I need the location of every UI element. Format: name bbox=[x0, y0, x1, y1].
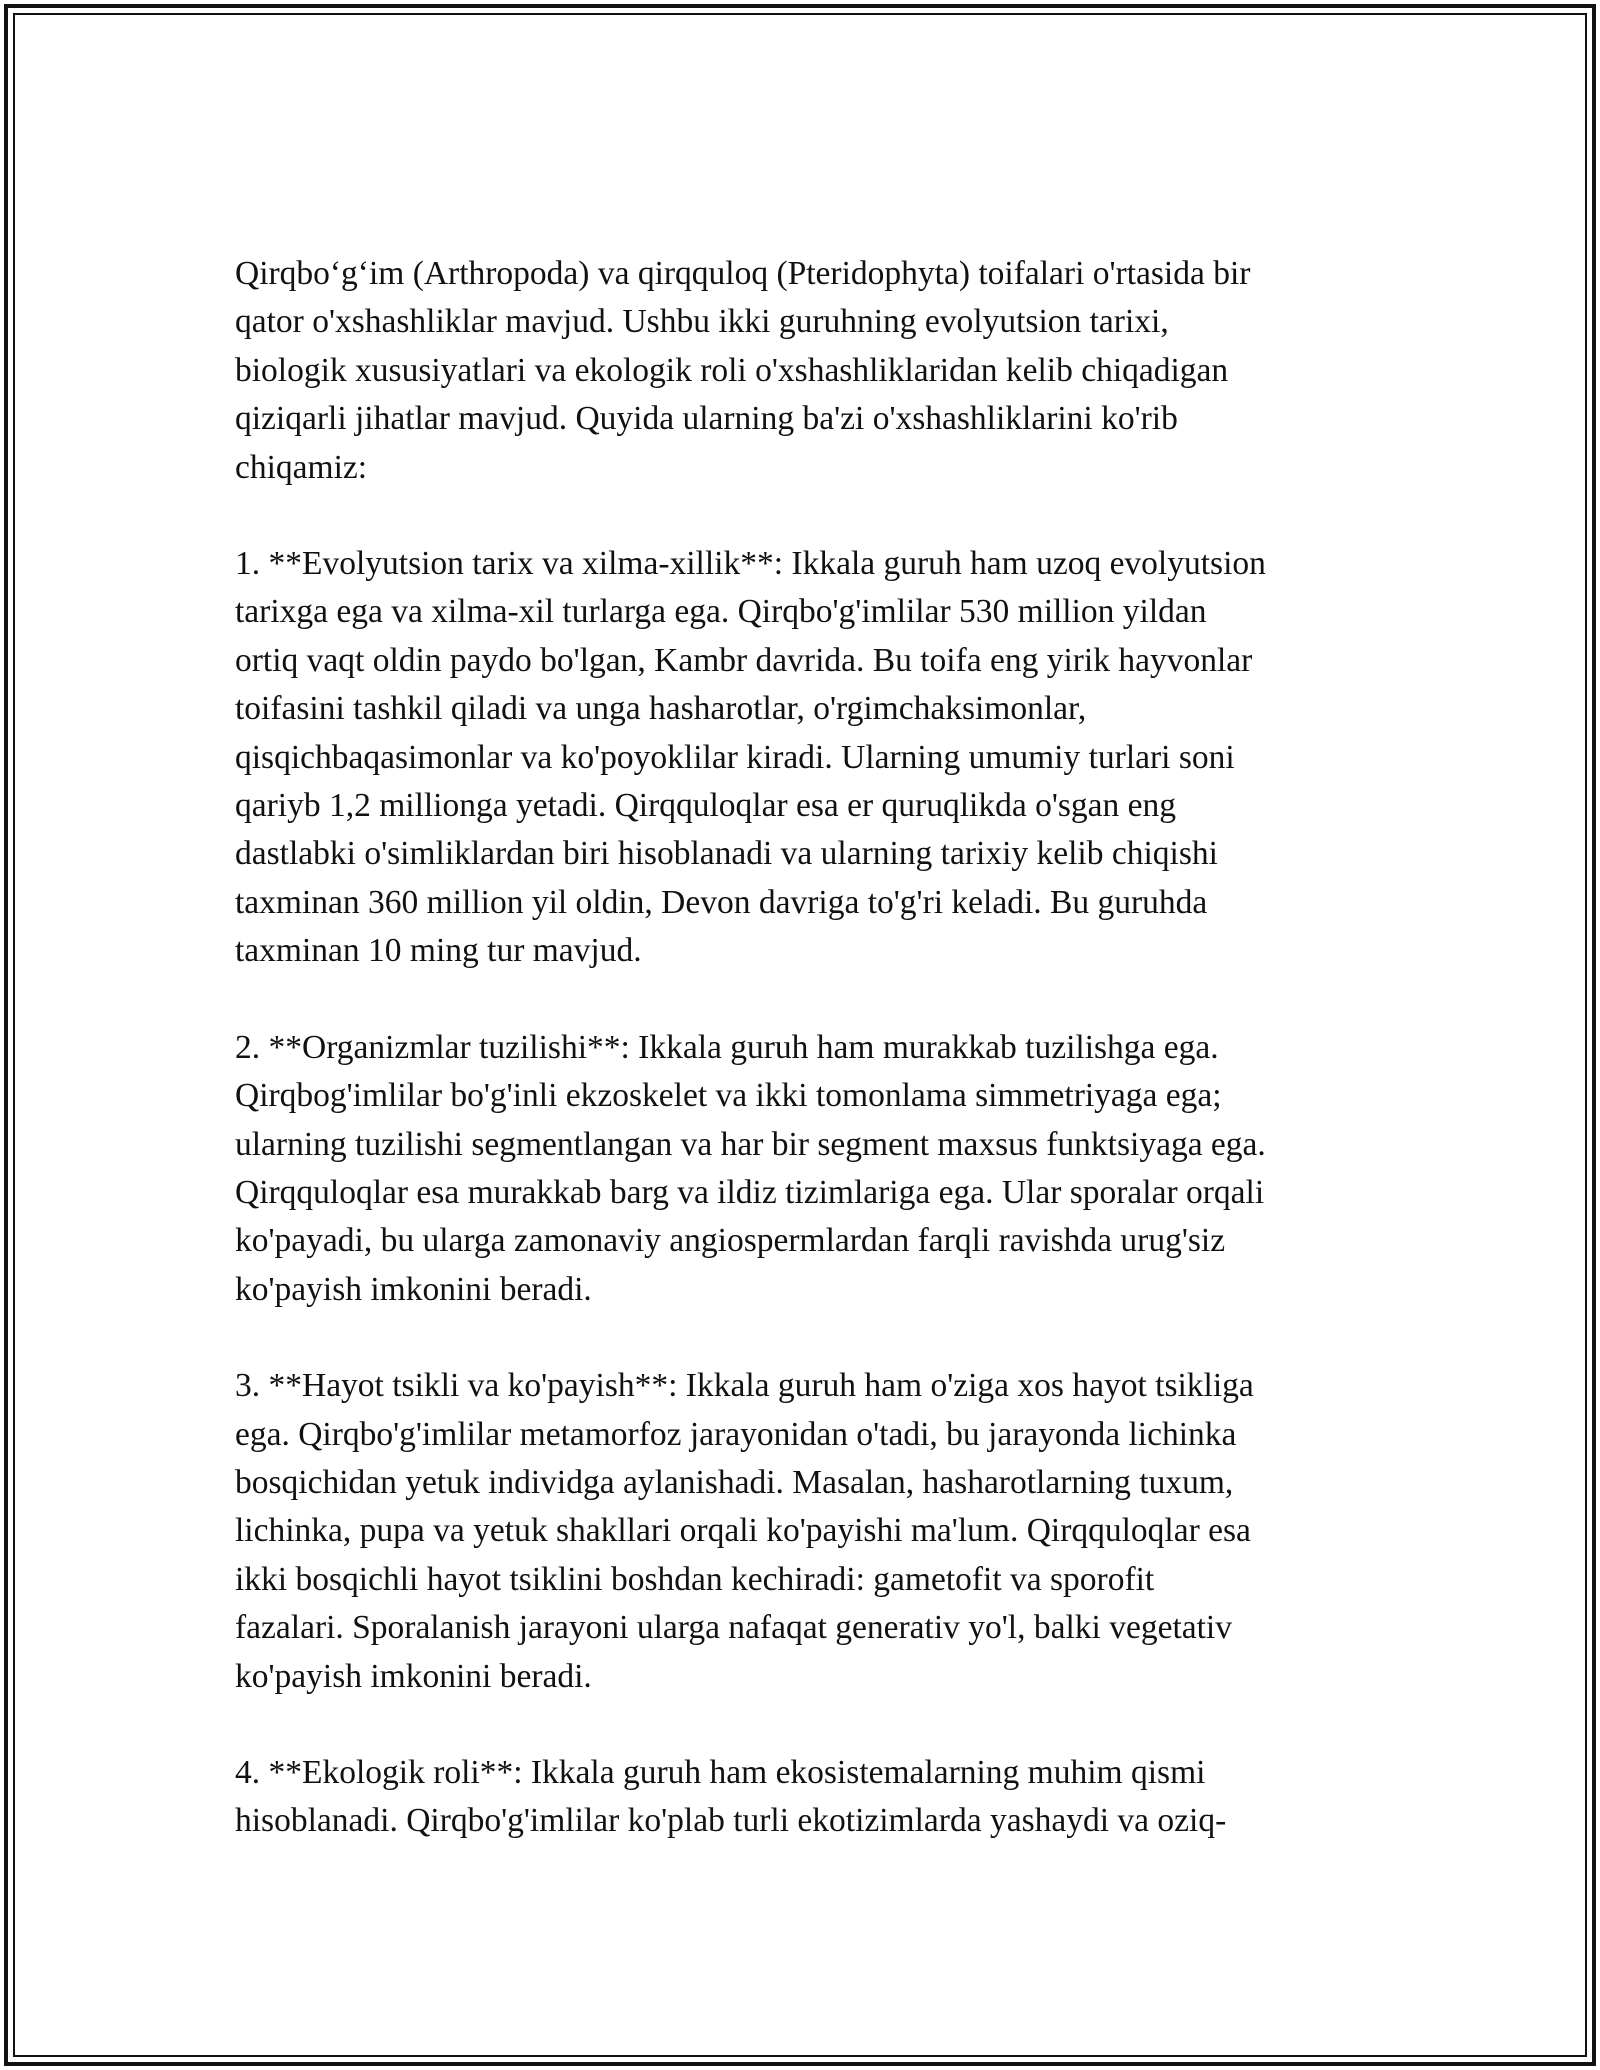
document-body bbox=[235, 250, 1375, 1894]
point-4-paragraph: 4. **Ekologik roli**: Ikkala guruh ham ekosistemalarning muhim qismi hisoblanadi. Qirqbo'g'imlilar ko'plab turli ekotizimlarda yashaydi va oziq- bbox=[235, 1753, 1227, 1840]
intro-paragraph: Qirqbo‘g‘im (Arthropoda) va qirqquloq (Pteridophyta) toifalari o'rtasida bir qator o'xshashliklar mavjud. Ushbu ikki guruhning evolyutsion tarixi, biologik xususiyatlari va ekologik roli o'xshashliklaridan kelib chiqadigan qiziqarli jihatlar mavjud. Quyida ularning ba'zi o'xshashliklarini ko'rib chiqamiz: bbox=[235, 255, 1251, 486]
point-2-paragraph: 2. **Organizmlar tuzilishi**: Ikkala guruh ham murakkab tuzilishga ega. Qirqbog'imlilar bo'g'inli ekzoskelet va ikki tomonlama simmetriyaga ega; ularning tuzilishi segmentlangan va har bir segment maxsus funktsiyaga ega. Qirqquloqlar esa murakkab barg va ildiz tizimlariga ega. Ular sporalar orqali ko'payadi, bu ularga zamonaviy angiospermlardan farqli ravishda urug'siz ko'payish imkonini beradi. bbox=[235, 1028, 1266, 1308]
point-3-paragraph: 3. **Hayot tsikli va ko'payish**: Ikkala guruh ham o'ziga xos hayot tsikliga ega. Qirqbo'g'imlilar metamorfoz jarayonidan o'tadi, bu jarayonda lichinka bosqichidan yetuk individga aylanishadi. Masalan, hasharotlarning tuxum, lichinka, pupa va yetuk shakllari orqali ko'payishi ma'lum. Qirqquloqlar esa ikki bosqichli hayot tsiklini boshdan kechiradi: gametofit va sporofit fazalari. Sporalanish jarayoni ularga nafaqat generativ yo'l, balki vegetativ ko'payish imkonini beradi. bbox=[235, 1367, 1254, 1695]
point-1-paragraph: 1. **Evolyutsion tarix va xilma-xillik**: Ikkala guruh ham uzoq evolyutsion tarixga ega va xilma-xil turlarga ega. Qirqbo'g'imlilar 530 million yildan ortiq vaqt oldin paydo bo'lgan, Kambr davrida. Bu toifa eng yirik hayvonlar toifasini tashkil qiladi va unga hasharotlar, o'rgimchaksimonlar, qisqichbaqasimonlar va ko'poyoklilar kiradi. Ularning umumiy turlari soni qariyb 1,2 millionga yetadi. Qirqquloqlar esa er quruqlikda o'sgan eng dastlabki o'simliklardan biri hisoblanadi va ularning tarixiy kelib chiqishi taxminan 360 million yil oldin, Devon davriga to'g'ri keladi. Bu guruhda taxminan 10 ming tur mavjud. bbox=[235, 545, 1266, 970]
